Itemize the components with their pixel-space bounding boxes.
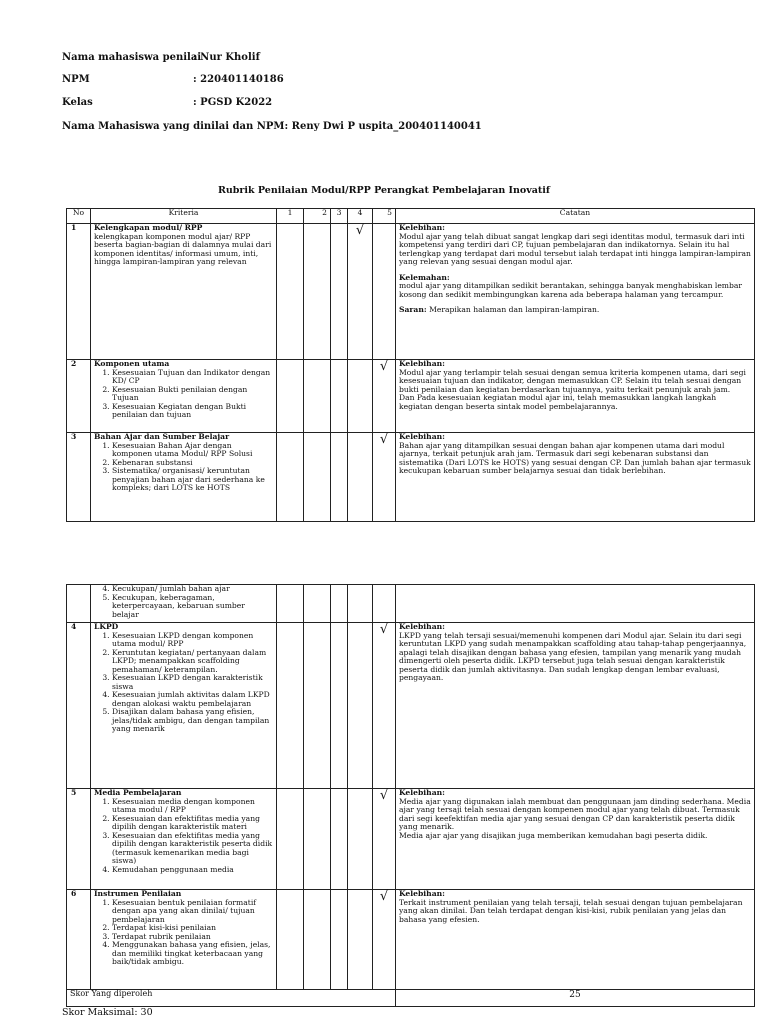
criteria-title: LKPD bbox=[94, 622, 119, 631]
score-cell bbox=[304, 433, 331, 522]
kelebihan-label: Kelebihan: bbox=[399, 223, 445, 232]
table-row bbox=[67, 890, 755, 990]
criteria-cell bbox=[91, 433, 277, 522]
score-cell bbox=[348, 360, 373, 433]
table-row bbox=[67, 360, 755, 433]
row-number: 4 bbox=[67, 623, 91, 789]
skor-label: Skor Yang diperoleh bbox=[67, 990, 396, 1007]
checkmark-icon: √ bbox=[373, 433, 396, 522]
score-cell bbox=[331, 789, 348, 890]
list-item: 1. Kesesuaian Bahan Ajar dengan komponen utama Modul/ RPP Solusi bbox=[112, 442, 273, 459]
score-cell bbox=[331, 890, 348, 990]
kelebihan-label: Kelebihan: bbox=[399, 889, 445, 898]
list-item: 1. Kesesuaian LKPD dengan komponen utama modul/ RPP bbox=[112, 632, 273, 649]
list-item: 2. Kesesuaian dan efektifitas media yang dipilih dengan karakteristik materi bbox=[112, 815, 273, 832]
list-item: 4. Kemudahan penggunaan media bbox=[112, 866, 273, 875]
table-row bbox=[67, 789, 755, 890]
table-row bbox=[67, 433, 755, 522]
rubric-title: Rubrik Penilaian Modul/RPP Perangkat Pembelajaran Inovatif bbox=[217, 185, 551, 196]
notes-cell bbox=[396, 890, 755, 990]
criteria-cell bbox=[91, 360, 277, 433]
penilai-name-value: : Nur Kholif bbox=[193, 52, 260, 63]
header-row bbox=[67, 209, 755, 224]
list-item: 4. Menggunakan bahasa yang efisien, jelas, dan memiliki tingkat keterbacaan yang baik/tidak ambigu. bbox=[112, 941, 273, 967]
checkmark-icon: √ bbox=[373, 789, 396, 890]
dinilai-text: Nama Mahasiswa yang dinilai dan NPM: Reny Dwi P uspita_200401140041 bbox=[62, 121, 482, 132]
notes-cell bbox=[396, 789, 755, 890]
list-item: 5. Kecukupan, keberagaman, keterpercayaan, kebaruan sumber belajar bbox=[112, 594, 273, 620]
score-cell bbox=[277, 360, 304, 433]
score-cell bbox=[304, 224, 331, 360]
criteria-cell bbox=[91, 789, 277, 890]
npm-value: : 220401140186 bbox=[193, 74, 284, 85]
col-score-4: 4 bbox=[348, 209, 373, 224]
criteria-cell bbox=[91, 890, 277, 990]
dinilai-line bbox=[62, 121, 482, 132]
score-cell bbox=[277, 224, 304, 360]
npm-line bbox=[62, 74, 284, 85]
criteria-cell bbox=[91, 224, 277, 360]
criteria-cell bbox=[91, 623, 277, 789]
criteria-title: Kelengkapan modul/ RPP bbox=[94, 223, 203, 232]
score-cell bbox=[331, 360, 348, 433]
notes-cell bbox=[396, 623, 755, 789]
col-catatan: Catatan bbox=[396, 209, 755, 224]
col-score-3: 3 bbox=[331, 209, 348, 224]
score-cell bbox=[304, 789, 331, 890]
kelebihan-text: LKPD yang telah tersaji sesuai/memenuhi kompenen dari Modul ajar. Selain itu dari segi keruntutan LKPD yang sudah menampakkan scaffolding atau tahap-tahap pengerjaannya, apalagi telah disajikan dengan bahasa yang efesien, tampilan yang menarik yang mudah dimengerti oleh peserta didik. LKPD tersebut juga telah sesuai dengan karakteristik peserta didik dan jumlah aktivitasnya. Dan sudah lengkap dengan lembar evaluasi, pengayaan. bbox=[399, 630, 747, 682]
skor-value: 25 bbox=[396, 990, 755, 1007]
list-item: 2. Kebenaran substansi bbox=[112, 459, 273, 468]
col-score-5: 5 bbox=[373, 209, 396, 224]
score-cell bbox=[331, 224, 348, 360]
notes-cell bbox=[396, 224, 755, 360]
kelemahan-text: modul ajar yang ditampilkan sedikit berantakan, sehingga banyak menghabiskan lembar kosong dan sedikit membingungkan karena ada beberapa halaman yang tercampur. bbox=[399, 281, 743, 299]
list-item: 4. Kecukupan/ jumlah bahan ajar bbox=[112, 585, 273, 594]
rubric-table-2 bbox=[66, 584, 755, 1007]
list-item: 1. Kesesuaian media dengan komponen utama modul / RPP bbox=[112, 798, 273, 815]
score-cell bbox=[348, 789, 373, 890]
checkmark-icon: √ bbox=[373, 890, 396, 990]
kelas-value: : PGSD K2022 bbox=[193, 97, 273, 108]
saran-text: Merapikan halaman dan lampiran-lampiran. bbox=[426, 305, 600, 314]
row-number: 3 bbox=[67, 433, 91, 522]
table-row bbox=[67, 623, 755, 789]
list-item: 2. Terdapat kisi-kisi penilaian bbox=[112, 924, 273, 933]
kelemahan-label: Kelemahan: bbox=[399, 272, 450, 282]
criteria-list bbox=[94, 632, 273, 734]
col-score-1: 1 bbox=[277, 209, 304, 224]
score-cell bbox=[304, 890, 331, 990]
kelebihan-text: Terkait instrument penilaian yang telah tersaji, telah sesuai dengan tujuan pembelajaran yang akan dinilai. Dan telah terdapat dengan kisi-kisi, rubik penilaian yang jelas dan bahasa yang efesien. bbox=[399, 897, 743, 924]
criteria-title: Media Pembelajaran bbox=[94, 788, 182, 797]
penilai-name-line bbox=[62, 52, 260, 63]
criteria-list bbox=[94, 798, 273, 875]
score-cell bbox=[277, 890, 304, 990]
checkmark-icon: √ bbox=[373, 623, 396, 789]
list-item: 3. Kesesuaian Kegiatan dengan Bukti penilaian dan tujuan bbox=[112, 403, 273, 420]
list-item: 2. Keruntutan kegiatan/ pertanyaan dalam LKPD; menampakkan scaffolding pemahaman/ keterampilan. bbox=[112, 649, 273, 675]
list-item: 2. Kesesuaian Bukti penilaian dengan Tujuan bbox=[112, 386, 273, 403]
row-number: 5 bbox=[67, 789, 91, 890]
score-cell bbox=[277, 433, 304, 522]
criteria-title: Bahan Ajar dan Sumber Belajar bbox=[94, 432, 230, 441]
criteria-cell bbox=[91, 585, 277, 623]
list-item: 3. Sistematika/ organisasi/ keruntutan penyajian bahan ajar dari sederhana ke kompleks; dari LOTS ke HOTS bbox=[112, 467, 273, 493]
criteria-list bbox=[94, 899, 273, 967]
score-cell bbox=[277, 789, 304, 890]
col-score-2: 2 bbox=[304, 209, 331, 224]
kelas-label: Kelas bbox=[62, 97, 93, 108]
criteria-list bbox=[94, 442, 273, 493]
checkmark-icon: √ bbox=[348, 224, 373, 360]
saran-line bbox=[399, 306, 751, 315]
kelebihan-text: Modul ajar yang telah dibuat sangat lengkap dari segi identitas modul, termasuk dari inti kompetensi yang terdiri dari CP, tujuan pembelajaran dan indikatornya. Selain itu hal terlengkap yang terdapat dari modul tersebut ialah terdapat inti hingga lampiran-lampiran yang relevan yang sesuai dengan modul ajar. bbox=[399, 231, 751, 266]
list-item: 1. Kesesuaian bentuk penilaian formatif dengan apa yang akan dinilai/ tujuan pembelajaran bbox=[112, 899, 273, 925]
notes-cell bbox=[396, 433, 755, 522]
list-item: 5. Disajikan dalam bahasa yang efisien, jelas/tidak ambigu, dan dengan tampilan yang menarik bbox=[112, 708, 273, 734]
table-row bbox=[67, 585, 755, 623]
criteria-title: Komponen utama bbox=[94, 359, 170, 368]
score-cell bbox=[348, 890, 373, 990]
kelebihan-text-2: Media ajar ajar yang disajikan juga memberikan kemudahan bagi peserta didik. bbox=[399, 830, 708, 840]
saran-label: Saran: bbox=[399, 305, 427, 314]
list-item: 3. Kesesuaian dan efektifitas media yang dipilih dengan karakteristik peserta didik (termasuk kemenarikan media bagi siswa) bbox=[112, 832, 273, 866]
checkmark-icon: √ bbox=[373, 360, 396, 433]
score-cell bbox=[304, 623, 331, 789]
score-cell bbox=[348, 433, 373, 522]
criteria-desc: kelengkapan komponen modul ajar/ RPP beserta bagian-bagian di dalamnya mulai dari komponen identitas/ informasi umum, inti, hingga lampiran-lampiran yang relevan bbox=[94, 231, 272, 266]
npm-label: NPM bbox=[62, 74, 90, 85]
score-cell bbox=[331, 433, 348, 522]
row-number: 2 bbox=[67, 360, 91, 433]
list-item: 4. Kesesuaian jumlah aktivitas dalam LKPD dengan alokasi waktu pembelajaran bbox=[112, 691, 273, 708]
kelebihan-text: Bahan ajar yang ditampilkan sesuai dengan bahan ajar kompenen utama dari modul ajarnya, terkait petunjuk arah jam. Termasuk dari segi kebenaran substansi dan sistematika (Dari LOTS ke HOTS) yang sesuai dengan CP. Dan jumlah bahan ajar termasuk kecukupan kebaruan sumber belajarnya sesuai dan tidak berlebihan. bbox=[399, 440, 751, 475]
score-cell bbox=[348, 623, 373, 789]
criteria-title: Instrumen Penilaian bbox=[94, 889, 182, 898]
criteria-list bbox=[94, 369, 273, 420]
notes-cell bbox=[396, 360, 755, 433]
score-cell bbox=[277, 623, 304, 789]
row-number: 1 bbox=[67, 224, 91, 360]
kelebihan-label: Kelebihan: bbox=[399, 359, 445, 368]
list-item: 3. Terdapat rubrik penilaian bbox=[112, 933, 273, 942]
kelebihan-text: Media ajar yang digunakan ialah membuat dan penggunaan jam dinding sederhana. Media ajar yang tersaji telah sesuai dengan kompenen modul ajar yang telah dibuat. Termasuk dari segi keefektifan media ajar yang sesuai dengan CP dan karakteristik peserta didik yang menarik. bbox=[399, 796, 751, 831]
list-item: 1. Kesesuaian Tujuan dan Indikator dengan KD/ CP bbox=[112, 369, 273, 386]
score-cell bbox=[331, 623, 348, 789]
col-kriteria: Kriteria bbox=[91, 209, 277, 224]
kelebihan-text-2: Dan Pada kesesuaian kegiatan modul ajar ini, telah memasukkan langkah langkah kegiatan dengan beserta sintak model pembelajarannya. bbox=[399, 393, 717, 411]
kelebihan-text: Modul ajar yang terlampir telah sesuai dengan semua kriteria kompenen utama, dari segi kesesuaian tujuan dan indikator, dengan memasukkan CP. Selain itu telah sesuai dengan bukti penilaian dan kegiatan berdasarkan tujuannya, yaitu terkait penunjuk arah jam. bbox=[399, 367, 746, 394]
penilai-name-label: Nama mahasiswa penilai bbox=[62, 52, 202, 63]
table-row bbox=[67, 224, 755, 360]
score-cell bbox=[304, 360, 331, 433]
row-number: 6 bbox=[67, 890, 91, 990]
col-no: No bbox=[67, 209, 91, 224]
skor-maksimal: Skor Maksimal: 30 bbox=[62, 1007, 153, 1018]
criteria-list bbox=[94, 585, 273, 619]
kelebihan-label: Kelebihan: bbox=[399, 788, 445, 797]
kelebihan-label: Kelebihan: bbox=[399, 622, 445, 631]
score-row bbox=[67, 990, 755, 1007]
kelebihan-label: Kelebihan: bbox=[399, 432, 445, 441]
score-cell bbox=[373, 224, 396, 360]
rubric-table-1 bbox=[66, 208, 755, 522]
kelas-line bbox=[62, 97, 272, 108]
list-item: 3. Kesesuaian LKPD dengan karakteristik siswa bbox=[112, 674, 273, 691]
